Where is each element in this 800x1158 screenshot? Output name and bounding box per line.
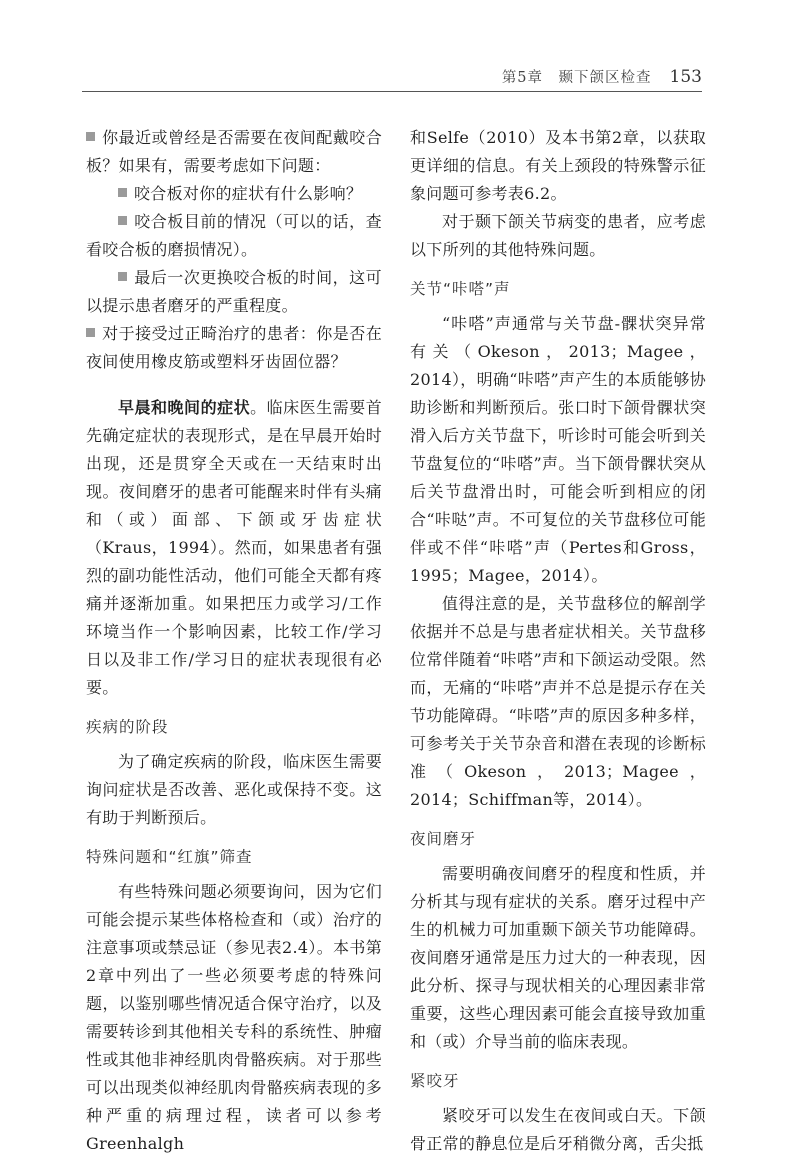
bullet-subitem: 咬合板目前的情况（可以的话，查看咬合板的磨损情况）。 bbox=[86, 212, 382, 259]
disease-stage-paragraph: 为了确定疾病的阶段，临床医生需要询问症状是否改善、恶化或保持不变。这有助于判断预后。 bbox=[86, 752, 382, 827]
bullet-subitem: 最后一次更换咬合板的时间，这可以提示患者磨牙的严重程度。 bbox=[86, 268, 382, 315]
square-bullet-icon bbox=[118, 216, 127, 225]
square-bullet-icon bbox=[86, 328, 95, 337]
square-bullet-icon bbox=[118, 272, 127, 281]
running-header bbox=[82, 56, 702, 92]
morning-evening-paragraph: 早晨和晚间的症状。临床医生需要首先确定症状的表现形式，是在早晨开始时出现，还是贯穿全天或在一天结束时出现。夜间磨牙的患者可能醒来时伴有头痛和（或）面部、下颌或牙齿症状（Kraus，1994）。然而，如果患者有强烈的副功能性活动，他们可能全天都有疼痛并逐渐加重。如果把压力或学习/工作环境当作一个影响因素，比较工作/学习日以及非工作/学习日的症状表现很有必要。 bbox=[86, 398, 382, 697]
bullet-subitem: 咬合板对你的症状有什么影响？ bbox=[54, 180, 382, 208]
page-number: 153 bbox=[669, 67, 702, 87]
section-heading-bruxism: 夜间磨牙 bbox=[410, 830, 477, 848]
bruxism-paragraph: 需要明确夜间磨牙的程度和性质，并分析其与现有症状的关系。磨牙过程中产生的机械力可加重颞下颌关节功能障碍。夜间磨牙通常是压力过大的一种表现，因此分析、探寻与现状相关的心理因素非常重要，这些心理因素可能会直接导致加重和（或）介导当前的临床表现。 bbox=[410, 864, 706, 1051]
section-heading-joint-click: 关节“咔嗒”声 bbox=[410, 280, 511, 298]
bullet-item: 对于接受过正畸治疗的患者：你是否在夜间使用橡皮筋或塑料牙齿固位器？ bbox=[86, 324, 382, 371]
bullet-item: 你最近或曾经是否需要在夜间配戴咬合板？如果有，需要考虑如下问题： bbox=[86, 128, 382, 175]
section-heading-red-flags: 特殊问题和“红旗”筛查 bbox=[86, 848, 253, 866]
square-bullet-icon bbox=[86, 132, 95, 141]
left-column bbox=[86, 124, 382, 1158]
joint-click-paragraph-1: “咔嗒”声通常与关节盘-髁状突异常有关（Okeson，2013；Magee，2014），明确“咔嗒”声产生的本质能够协助诊断和判断预后。张口时下颌骨髁状突滑入后方关节盘下，听诊时可能会听到关节盘复位的“咔嗒”声。当下颌骨髁状突从后关节盘滑出时，可能会听到相应的闭合“咔哒”声。不可复位的关节盘移位可能伴或不伴“咔嗒”声（Pertes和Gross，1995；Magee，2014）。 bbox=[410, 314, 706, 585]
joint-click-paragraph-2: 值得注意的是，关节盘移位的解剖学依据并不总是与患者症状相关。关节盘移位常伴随着“咔嗒”声和下颌运动受限。然而，无痛的“咔嗒”声并不总是提示存在关节功能障碍。“咔嗒”声的原因多种多样，可参考关于关节杂音和潜在表现的诊断标准（Okeson，2013；Magee，2014；Schiffman等，2014）。 bbox=[410, 594, 706, 809]
morning-evening-lead: 早晨和晚间的症状 bbox=[118, 398, 251, 417]
tmj-paragraph: 对于颞下颌关节病变的患者，应考虑以下所列的其他特殊问题。 bbox=[410, 212, 706, 259]
section-heading-disease-stage: 疾病的阶段 bbox=[86, 718, 169, 736]
clenching-paragraph: 紧咬牙可以发生在夜间或白天。下颌骨正常的静息位是后牙稍微分离，舌尖抵 bbox=[410, 1106, 706, 1153]
right-column bbox=[410, 124, 706, 1158]
chapter-title: 第5章 颞下颌区检查 bbox=[501, 70, 652, 86]
section-heading-clenching: 紧咬牙 bbox=[410, 1072, 460, 1090]
continued-paragraph: 和Selfe（2010）及本书第2章，以获取更详细的信息。有关上颈段的特殊警示征象问题可参考表6.2。 bbox=[410, 128, 706, 203]
square-bullet-icon bbox=[118, 188, 127, 197]
red-flags-paragraph: 有些特殊问题必须要询问，因为它们可能会提示某些体格检查和（或）治疗的注意事项或禁忌证（参见表2.4）。本书第2章中列出了一些必须要考虑的特殊问题，以鉴别哪些情况适合保守治疗，以及需要转诊到其他相关专科的系统性、肿瘤性或其他非神经肌肉骨骼疾病。对于那些可以出现类似神经肌肉骨骼疾病表现的多种严重的病理过程，读者可以参考Greenhalgh bbox=[86, 882, 382, 1153]
